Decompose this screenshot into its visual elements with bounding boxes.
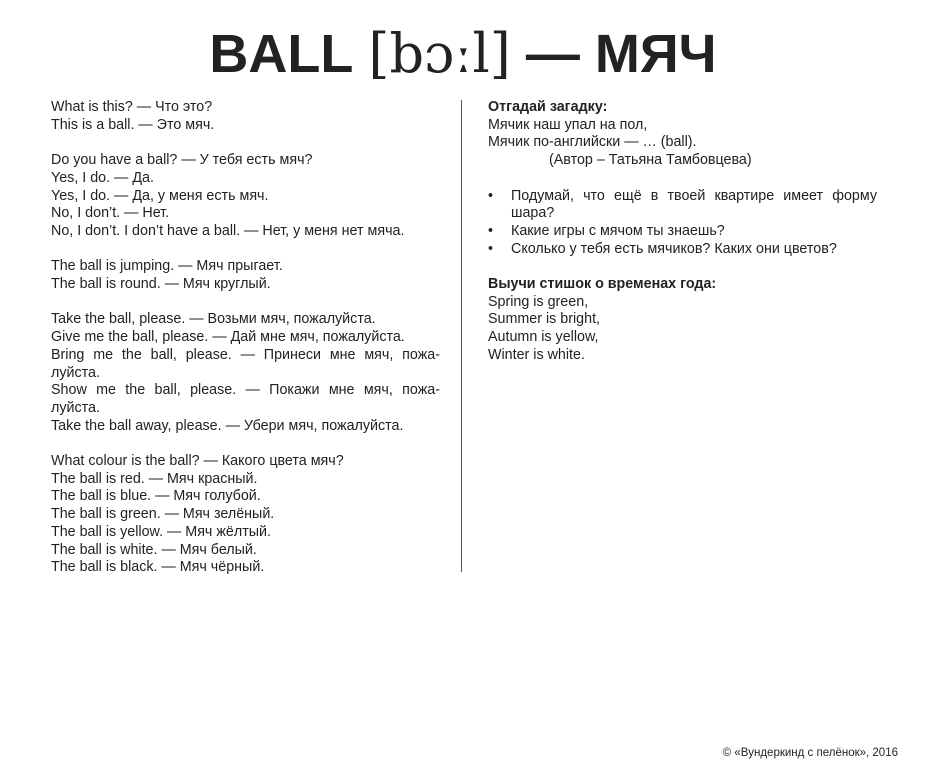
- title-dash: —: [525, 24, 580, 84]
- right-column: [488, 99, 877, 365]
- poem-line: Autumn is yellow,: [488, 329, 599, 346]
- title-word-en: BALL: [209, 24, 354, 84]
- phrase-line: Yes, I do. — Да, у меня есть мяч.: [51, 187, 269, 204]
- phrase-group-requests: [51, 311, 440, 435]
- question-text: Сколько у тебя есть мячиков? Каких они цветов?: [511, 240, 837, 257]
- page-title: [0, 24, 926, 84]
- title-transcription: [bɔːl]: [368, 22, 511, 85]
- phrase-line: What is this? — Что это?: [51, 99, 213, 115]
- phrase-line: This is a ball. — Это мяч.: [51, 116, 215, 133]
- phrase-line: The ball is white. — Мяч белый.: [51, 541, 257, 558]
- phrase-line: No, I don’t. — Нет.: [51, 205, 170, 222]
- column-divider: [461, 100, 462, 572]
- poem-section: [488, 276, 877, 365]
- phrase-line: The ball is black. — Мяч чёрный.: [51, 559, 265, 576]
- riddle-line: Мячик наш упал на пол,: [488, 116, 648, 133]
- phrase-line: луйста.: [51, 364, 100, 381]
- phrase-line: Show me the ball, please. — Покажи мне мяч, пожа-: [51, 382, 440, 399]
- list-item: [488, 188, 877, 223]
- phrase-group-ball-is: [51, 258, 440, 293]
- riddle-line: Мячик по-английски — … (ball).: [488, 134, 697, 151]
- phrase-line: Bring me the ball, please. — Принеси мне мяч, пожа-: [51, 346, 440, 363]
- phrase-line: The ball is red. — Мяч красный.: [51, 470, 258, 487]
- question-text: Какие игры с мячом ты знаешь?: [511, 222, 725, 239]
- list-item: [488, 241, 877, 259]
- phrase-line: The ball is green. — Мяч зелёный.: [51, 506, 275, 523]
- poem-heading: Выучи стишок о временах года:: [488, 276, 717, 292]
- phrase-group-colours: [51, 453, 440, 577]
- phrase-line: Take the ball, please. — Возьми мяч, пожалуйста.: [51, 311, 376, 328]
- bullet-icon: •: [488, 222, 494, 239]
- phrase-line: Take the ball away, please. — Убери мяч, пожалуйста.: [51, 417, 404, 434]
- phrase-line: The ball is yellow. — Мяч жёлтый.: [51, 523, 271, 540]
- question-text: Подумай, что ещё в твоей квартире имеет форму шара?: [511, 187, 877, 222]
- phrase-group-what-is-this: [51, 99, 440, 134]
- title-word-ru: МЯЧ: [594, 24, 717, 84]
- phrase-line: The ball is round. — Мяч круглый.: [51, 276, 271, 292]
- questions-list: [488, 188, 877, 259]
- bullet-icon: •: [488, 240, 494, 257]
- bullet-icon: •: [488, 187, 494, 204]
- phrase-line: Do you have a ball? — У тебя есть мяч?: [51, 152, 313, 169]
- phrase-line: луйста.: [51, 399, 100, 416]
- poem-line: Winter is white.: [488, 346, 585, 363]
- riddle-author: (Автор – Татьяна Тамбовцева): [549, 152, 752, 169]
- phrase-group-do-you-have: [51, 152, 440, 241]
- riddle-section: [488, 99, 877, 170]
- phrase-line: The ball is jumping. — Мяч прыгает.: [51, 258, 283, 275]
- riddle-heading: Отгадай загадку:: [488, 99, 608, 115]
- left-column: [51, 99, 440, 577]
- poem-line: Summer is bright,: [488, 311, 601, 328]
- phrase-line: What colour is the ball? — Какого цвета мяч?: [51, 453, 344, 469]
- phrase-line: No, I don’t. I don’t have a ball. — Нет, у меня нет мяча.: [51, 222, 405, 239]
- copyright-footer: © «Вундеркинд с пелёнок», 2016: [722, 747, 898, 759]
- poem-line: Spring is green,: [488, 293, 589, 310]
- phrase-line: Give me the ball, please. — Дай мне мяч, пожалуйста.: [51, 329, 405, 346]
- list-item: [488, 223, 877, 241]
- phrase-line: Yes, I do. — Да.: [51, 169, 154, 186]
- phrase-line: The ball is blue. — Мяч голубой.: [51, 488, 261, 505]
